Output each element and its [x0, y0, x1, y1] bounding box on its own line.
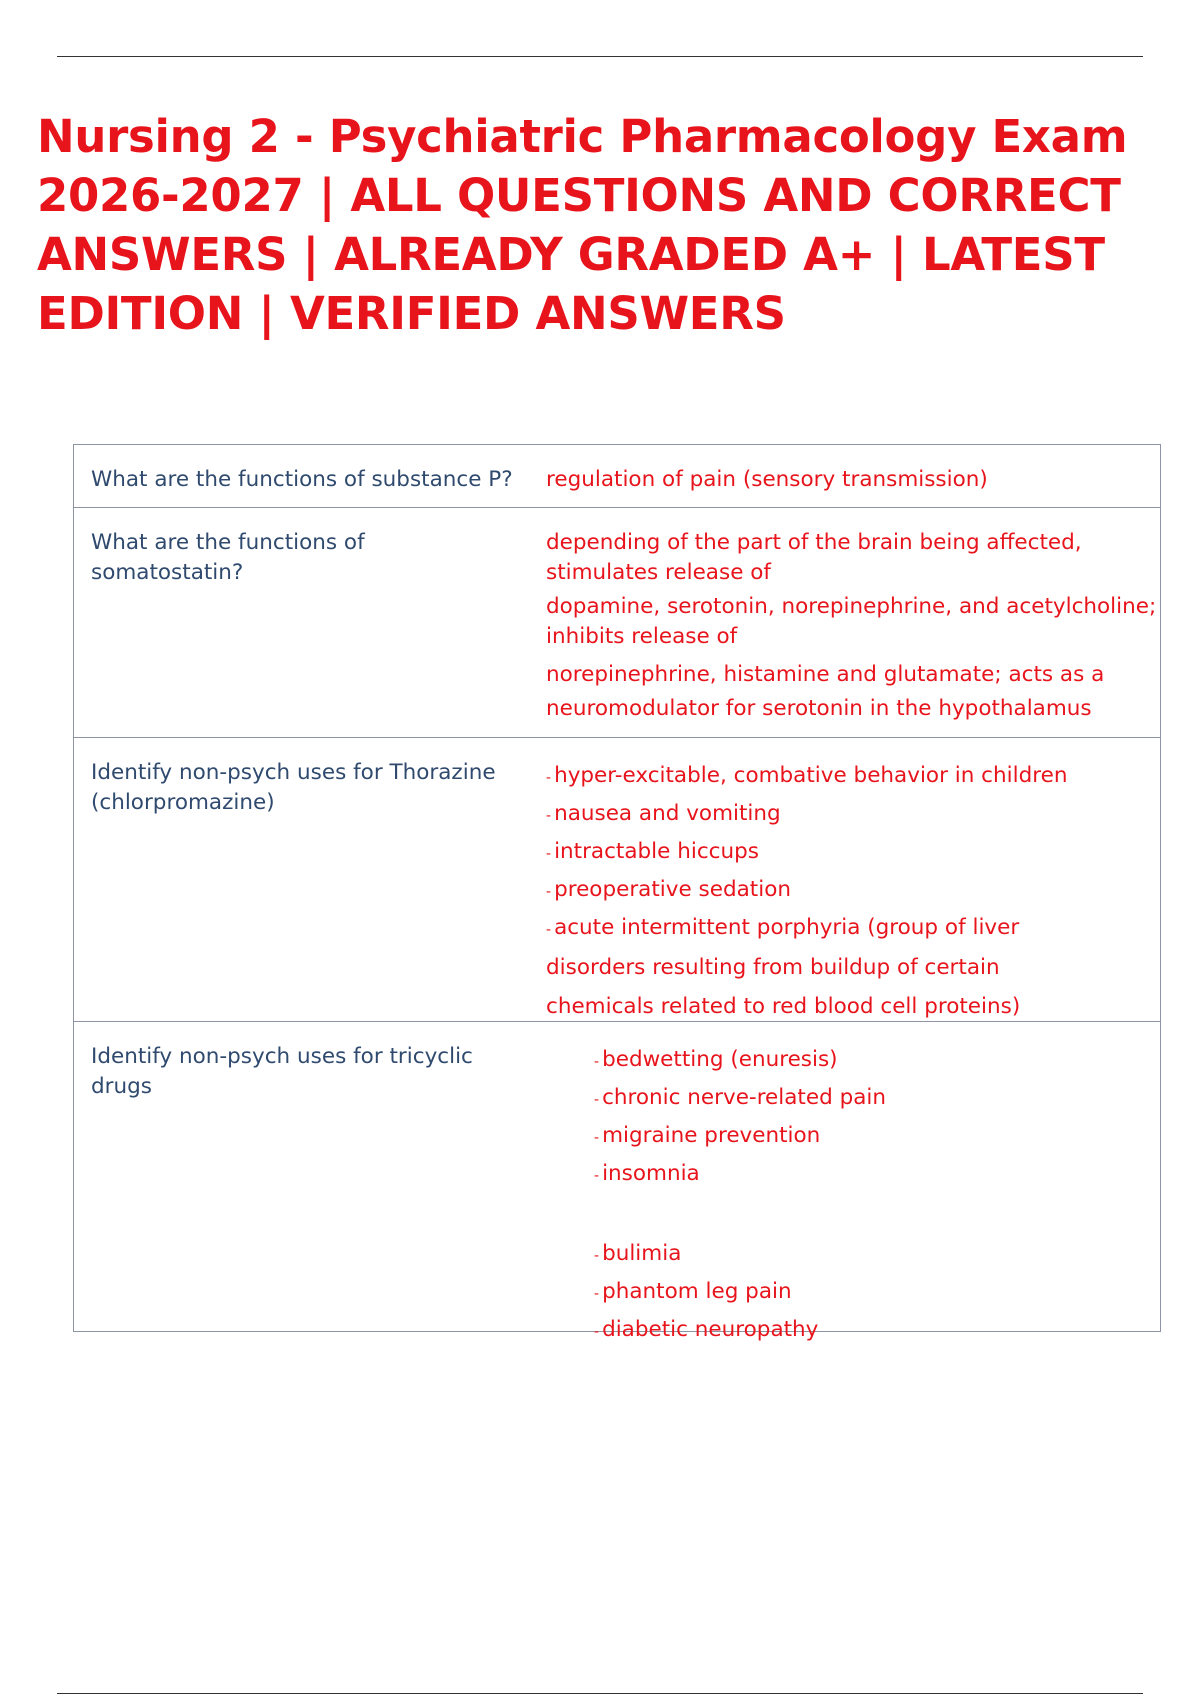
list-item — [546, 872, 1160, 910]
list-item-text: nausea and vomiting — [554, 801, 781, 826]
list-item-text: insomnia — [602, 1161, 700, 1186]
qa-row — [74, 507, 1160, 737]
answer-cell — [546, 738, 1160, 1021]
bullet-marker: - — [546, 922, 552, 938]
qa-row — [74, 737, 1160, 1021]
bullet-marker: - — [594, 1168, 600, 1184]
answer-bullet-list — [546, 758, 1160, 1026]
answer-line: norepinephrine, histamine and glutamate; acts as a — [546, 662, 1105, 687]
qa-row — [74, 445, 1160, 507]
answer-text: regulation of pain (sensory transmission) — [546, 467, 988, 492]
list-item — [546, 834, 1160, 872]
list-item-continuation: disorders resulting from buildup of certain — [546, 955, 1000, 980]
bullet-marker: - — [594, 1130, 600, 1146]
answer-cell — [546, 445, 1160, 507]
list-item — [546, 758, 1160, 796]
bullet-marker: - — [594, 1054, 600, 1070]
bullet-marker: - — [594, 1092, 600, 1108]
bullet-marker: - — [546, 884, 552, 900]
list-item-text: preoperative sedation — [554, 877, 791, 902]
list-item — [546, 910, 1160, 948]
list-item-text: acute intermittent porphyria (group of liver — [554, 915, 1020, 940]
list-item-text: phantom leg pain — [602, 1279, 792, 1304]
list-item — [594, 1042, 1160, 1080]
answer-bullet-list — [546, 1042, 1160, 1350]
list-item — [594, 1312, 1160, 1350]
list-item — [546, 796, 1160, 834]
bullet-marker: - — [546, 846, 552, 862]
question-cell: What are the functions of substance P? — [91, 467, 513, 492]
bottom-rule — [57, 1693, 1143, 1694]
list-item-text: intractable hiccups — [554, 839, 759, 864]
list-item-text: chronic nerve-related pain — [602, 1085, 886, 1110]
bullet-marker: - — [594, 1248, 600, 1264]
bullet-marker: - — [594, 1324, 600, 1340]
answer-cell — [546, 1022, 1160, 1342]
list-item — [594, 1156, 1160, 1194]
answer-line: dopamine, serotonin, norepinephrine, and acetylcholine; — [546, 594, 1157, 619]
answer-cell — [546, 508, 1160, 737]
question-cell: What are the functions of somatostatin? — [91, 530, 365, 585]
list-item — [594, 1118, 1160, 1156]
bullet-marker: - — [546, 770, 552, 786]
list-item-text: migraine prevention — [602, 1123, 821, 1148]
list-item-text: bedwetting (enuresis) — [602, 1047, 838, 1072]
top-rule — [57, 56, 1143, 57]
answer-line: depending of the part of the brain being affected, — [546, 530, 1082, 555]
bullet-marker: - — [546, 808, 552, 824]
answer-line: stimulates release of — [546, 560, 771, 585]
answer-line: neuromodulator for serotonin in the hypothalamus — [546, 696, 1092, 721]
bullet-marker: - — [594, 1286, 600, 1302]
question-cell: Identify non-psych uses for tricyclic drugs — [91, 1044, 473, 1099]
list-item — [594, 1080, 1160, 1118]
list-item-text: bulimia — [602, 1241, 682, 1266]
question-cell: Identify non-psych uses for Thorazine (chlorpromazine) — [91, 760, 496, 815]
list-item — [594, 1236, 1160, 1274]
list-item-text: diabetic neuropathy — [602, 1317, 819, 1342]
list-item-text: hyper-excitable, combative behavior in children — [554, 763, 1068, 788]
list-item-continuation: chemicals related to red blood cell proteins) — [546, 994, 1021, 1019]
qa-table — [73, 444, 1161, 1342]
document-title: Nursing 2 - Psychiatric Pharmacology Exam 2026-2027 | ALL QUESTIONS AND CORRECT ANSWERS | ALREADY GRADED A+ | LATEST EDITION | VERIFIED ANSWERS — [37, 110, 1128, 340]
answer-line: inhibits release of — [546, 624, 738, 649]
list-item — [594, 1274, 1160, 1312]
qa-row — [74, 1021, 1160, 1342]
